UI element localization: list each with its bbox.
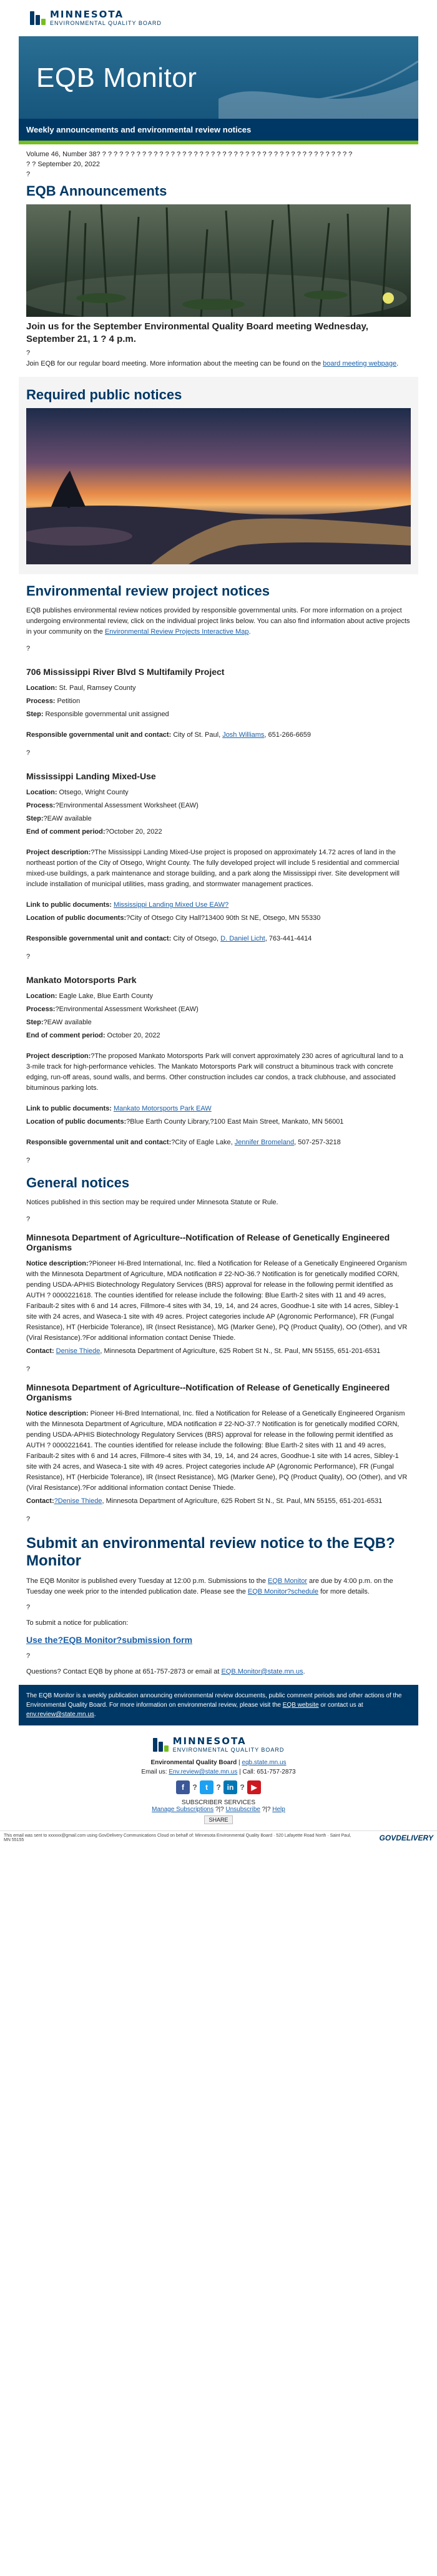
facebook-icon[interactable]: f [176, 1780, 190, 1794]
newsletter [19, 0, 418, 1830]
reeds-image-icon [26, 204, 411, 317]
linkedin-icon[interactable]: in [223, 1780, 237, 1794]
submit-body: The EQB Monitor is published every Tuesday at 12:00 p.m. Submissions to the EQB Monitor are due by 4:00 p.m. on the Tuesday one week prior to the intended publication date. Please see the EQB Monitor?schedule for more details. [26, 1577, 393, 1595]
project-title: 706 Mississippi River Blvd S Multifamily Project [26, 667, 225, 677]
notice-title: Minnesota Department of Agriculture--Notification of Release of Genetically Engineered Organisms [26, 1232, 390, 1252]
submit-heading: Submit an environmental review notice to the EQB?Monitor [26, 1535, 395, 1569]
project-title: Mississippi Landing Mixed-Use [26, 771, 156, 781]
interactive-map-link[interactable]: Environmental Review Projects Interactive Map [104, 628, 249, 636]
footer-email-link[interactable]: Env.review@state.mn.us [169, 1769, 238, 1775]
subscriber-links: Manage Subscriptions ?|? Unsubscribe ?|? Help [152, 1806, 285, 1813]
banner [19, 36, 418, 119]
project-process: Process:?Environmental Assessment Worksheet (EAW) [26, 802, 199, 809]
notice-q: ? [26, 1365, 31, 1373]
issue-info [19, 144, 418, 179]
youtube-icon[interactable]: ▶ [247, 1780, 261, 1794]
subscriber-services-title: SUBSCRIBER SERVICES [181, 1799, 256, 1806]
project-step: Step: Responsible governmental unit assigned [26, 711, 169, 718]
social-links [19, 1780, 418, 1794]
contact-link[interactable]: Denise Thiede [56, 1347, 101, 1355]
project-rgu: Responsible governmental unit and contact: City of Otsego, D. Daniel Licht, 763-441-4414 [26, 935, 312, 942]
project-period: End of comment period:?October 20, 2022 [26, 828, 162, 836]
submission-form-cta [26, 1635, 411, 1645]
project-docs-location: Location of public documents:?Blue Earth County Library,?100 East Main Street, Mankato, MN 56001 [26, 1118, 344, 1126]
notice-description: Notice description: Pioneer Hi-Bred International, Inc. filed a Notification for Release of a Genetically Engineered Organism with the Minnesota Department of Agriculture, MDA notification # 22-NO-37.? Notification is for genetically modified CORN, pending USDA-APHIS Biotechnology Regulatory Services (BRS) approval for release in the following permit identified as AUTH ? 0000221641. The counties identified for release include the following: Blue Earth-2 sites with 11 and 49 acres, Faribault-2 sites with 6 and 14 acres, Fillmore-4 sites with 34, 19, 14, and 24 acres, Goodhue-1 site with 14 acres, Sibley-1 site with 24 acres, and Waseca-1 site with 49 acres. Project categories include AP (Agronomic Performance), FR (Fungal Resistance), HT (Herbicide Tolerance), IR (Insect Resistance), MG (Marker Gene), PQ (Product Quality), OO (Other), and VR (Viral Resistance).?For additional information contact Denise Thiede. [26, 1410, 408, 1492]
general-q: ? [26, 1216, 31, 1223]
project-description: Project description:?The proposed Mankato Motorsports Park will convert approximately 230 acres of agricultural land to a 3-mile track for high-performance vehicles. The Mankato Motorsports Park will construct a bituminous track with concrete edging, run-off areas, sound walls, and berms. Other construction includes car condos, a track clubhouse, and associated bituminous parking lots. [26, 1052, 404, 1092]
banner-wave-icon [219, 36, 418, 119]
govdelivery-logo[interactable]: GOVDELIVERY [379, 1834, 433, 1842]
notice-q: ? [26, 1515, 31, 1523]
announcements-heading: EQB Announcements [26, 183, 167, 199]
contact-link[interactable]: ?Denise Thiede [54, 1497, 102, 1505]
env-review-q: ? [26, 645, 31, 652]
documents-link[interactable]: Mississippi Landing Mixed Use EAW? [113, 901, 229, 909]
logo-line1: MINNESOTA [50, 9, 124, 20]
announcement-image [26, 204, 411, 317]
required-section [19, 377, 418, 574]
footer-site-link[interactable]: eqb.state.mn.us [242, 1759, 287, 1766]
env-review-email-link[interactable]: env.review@state.mn.us [26, 1711, 94, 1718]
documents-link[interactable]: Mankato Motorsports Park EAW [113, 1105, 212, 1112]
env-review-heading: Environmental review project notices [26, 583, 270, 599]
project-entry [19, 964, 418, 1167]
submission-form-link[interactable]: Use the?EQB Monitor?submission form [26, 1635, 193, 1645]
project-step: Step:?EAW available [26, 815, 92, 822]
contact-link[interactable]: Josh Williams [222, 731, 265, 739]
banner-title: EQB Monitor [36, 62, 197, 93]
project-location: Location: Eagle Lake, Blue Earth County [26, 992, 153, 1000]
issue-volume: Volume 46, Number 38? ? ? ? ? ? ? ? ? ? ? ? ? ? ? ? ? ? ? ? ? ? ? ? ? ? ? ? ? ? ? ? ? ? ? ? ? ? ? ? ? ? ? ? ? [26, 151, 353, 158]
share-button[interactable]: SHARE [204, 1815, 232, 1824]
social-sep: ? [216, 1783, 221, 1792]
manage-subscriptions-link[interactable]: Manage Subscriptions [152, 1806, 214, 1813]
footer-contact-line: Email us: Env.review@state.mn.us | Call: 651-757-2873 [141, 1769, 296, 1775]
env-review-intro: EQB publishes environmental review notices provided by responsible governmental units. For more information on a project undergoing environmental review, click on the individual project links below. You can also find information about active projects in your community on the Environmental Review Projects Interactive Map. [26, 607, 410, 636]
tagline: Weekly announcements and environmental review notices [19, 119, 418, 141]
header-logo[interactable] [19, 0, 418, 36]
footer-org-line: Environmental Quality Board | eqb.state.mn.us [150, 1759, 287, 1766]
announcement-body: ? Join EQB for our regular board meeting. More information about the meeting can be found on the board meeting webpage. [26, 349, 399, 367]
issue-date: ? ? September 20, 2022 [26, 161, 101, 168]
logo-line2: ENVIRONMENTAL QUALITY BOARD [50, 20, 162, 26]
issue-q: ? [26, 171, 31, 178]
project-rgu: Responsible governmental unit and contact:?City of Eagle Lake, Jennifer Bromeland, 507-257-3218 [26, 1139, 341, 1146]
submit-q1: ? [26, 1604, 31, 1611]
schedule-link[interactable]: EQB Monitor?schedule [247, 1588, 319, 1595]
general-notice [19, 1382, 418, 1526]
sunset-image-icon [26, 408, 411, 564]
notice-title: Minnesota Department of Agriculture--Notification of Release of Genetically Engineered Organisms [26, 1382, 390, 1402]
submit-form-intro: To submit a notice for publication: [26, 1619, 129, 1627]
general-notice [19, 1232, 418, 1376]
monitor-email-link[interactable]: EQB.Monitor@state.mn.us [221, 1668, 303, 1675]
eqb-website-link[interactable]: EQB website [282, 1702, 319, 1709]
general-intro: Notices published in this section may be required under Minnesota Statute or Rule. [26, 1199, 278, 1206]
notice-contact: Contact: Denise Thiede, Minnesota Department of Agriculture, 625 Robert St N., St. Paul, MN 55155, 651-201-6531 [26, 1347, 381, 1355]
submit-questions: Questions? Contact EQB by phone at 651-757-2873 or email at EQB.Monitor@state.mn.us. [26, 1668, 305, 1675]
twitter-icon[interactable]: t [200, 1780, 214, 1794]
contact-link[interactable]: D. Daniel Licht [220, 935, 265, 942]
project-q: ? [26, 749, 31, 757]
general-heading: General notices [26, 1175, 130, 1191]
project-step: Step:?EAW available [26, 1019, 92, 1026]
project-q: ? [26, 953, 31, 961]
project-process: Process: Petition [26, 697, 81, 705]
project-location: Location: St. Paul, Ramsey County [26, 684, 136, 692]
announcement-headline: Join us for the September Environmental Quality Board meeting Wednesday, September 21, 1 ? 4 p.m. [26, 321, 368, 344]
eqb-monitor-link[interactable]: EQB Monitor [268, 1577, 307, 1585]
required-heading: Required public notices [26, 387, 182, 402]
footer-info-box: The EQB Monitor is a weekly publication announcing environmental review documents, public comment periods and other actions of the Environmental Quality Board. For more information on environmental review, please visit the EQB website or contact us at env.review@state.mn.us. [19, 1685, 418, 1725]
mn-logo-icon [153, 1738, 169, 1752]
project-location: Location: Otsego, Wright County [26, 789, 129, 796]
social-sep: ? [240, 1783, 245, 1792]
board-meeting-link[interactable]: board meeting webpage [323, 360, 397, 367]
project-q: ? [26, 1157, 31, 1164]
bottom-footer [19, 1725, 418, 1830]
unsubscribe-link[interactable]: Unsubscribe [225, 1806, 260, 1813]
social-sep: ? [192, 1783, 197, 1792]
govdelivery-footer [0, 1830, 437, 1845]
footer-logo[interactable]: MINNESOTA ENVIRONMENTAL QUALITY BOARD [19, 1737, 418, 1753]
contact-link[interactable]: Jennifer Bromeland [234, 1139, 295, 1146]
project-process: Process:?Environmental Assessment Worksheet (EAW) [26, 1006, 199, 1013]
submit-q2: ? [26, 1652, 31, 1660]
project-docs: Link to public documents: Mississippi Landing Mixed Use EAW? [26, 901, 229, 909]
help-link[interactable]: Help [272, 1806, 285, 1813]
project-title: Mankato Motorsports Park [26, 975, 137, 985]
project-period: End of comment period: October 20, 2022 [26, 1032, 160, 1039]
notice-contact: Contact:?Denise Thiede, Minnesota Department of Agriculture, 625 Robert St N., St. Paul, MN 55155, 651-201-6531 [26, 1497, 383, 1505]
project-entry [19, 760, 418, 964]
project-rgu: Responsible governmental unit and contact: City of St. Paul, Josh Williams, 651-266-6659 [26, 731, 312, 739]
mn-logo-icon [30, 11, 46, 25]
project-entry [19, 656, 418, 760]
project-docs-location: Location of public documents:?City of Otsego City Hall?13400 90th St NE, Otsego, MN 55330 [26, 914, 321, 922]
govdelivery-text: This email was sent to xxxxxx@gmail.com using GovDelivery Communications Cloud on behalf of: Minnesota Environmental Quality Board · 520 Lafayette Road North · Saint Paul, MN 55155 [4, 1834, 351, 1842]
sunset-image [26, 408, 411, 564]
project-docs: Link to public documents: Mankato Motorsports Park EAW [26, 1105, 212, 1112]
project-description: Project description:?The Mississippi Landing Mixed-Use project is proposed on approximately 14.72 acres of land in the northeast portion of the City of Otsego, Wright County. The fully developed project will include 5 residential and commercial mixed-use buildings, a park maintenance and storage building, and a park along the Mississippi river. Site development will include installation of municipal utilities, mass grading, and stormwater management practices. [26, 849, 400, 888]
notice-description: Notice description:?Pioneer Hi-Bred International, Inc. filed a Notification for Release of a Genetically Engineered Organism with the Minnesota Department of Agriculture, MDA notification # 22-NO-36.? Notification is for genetically modified CORN, pending USDA-APHIS Biotechnology Regulatory Services (BRS) approval for release in the following permit identified as AUTH ? 0000221618. The counties identified for release include the following: Blue Earth-2 sites with 11 and 49 acres, Faribault-2 sites with 6 and 14 acres, Fillmore-4 sites with 34, 19, 14, and 24 acres, Goodhue-1 site with 14 acres, Sibley-1 site with 24 acres, and Waseca-1 site with 49 acres. Project categories include AP (Agronomic Performance), FR (Fungal Resistance), HT (Herbicide Tolerance), IR (Insect Resistance), MG (Marker Gene), PQ (Product Quality), OO (Other), and VR (Viral Resistance).?For additional information contact Denise Thiede. [26, 1260, 408, 1342]
